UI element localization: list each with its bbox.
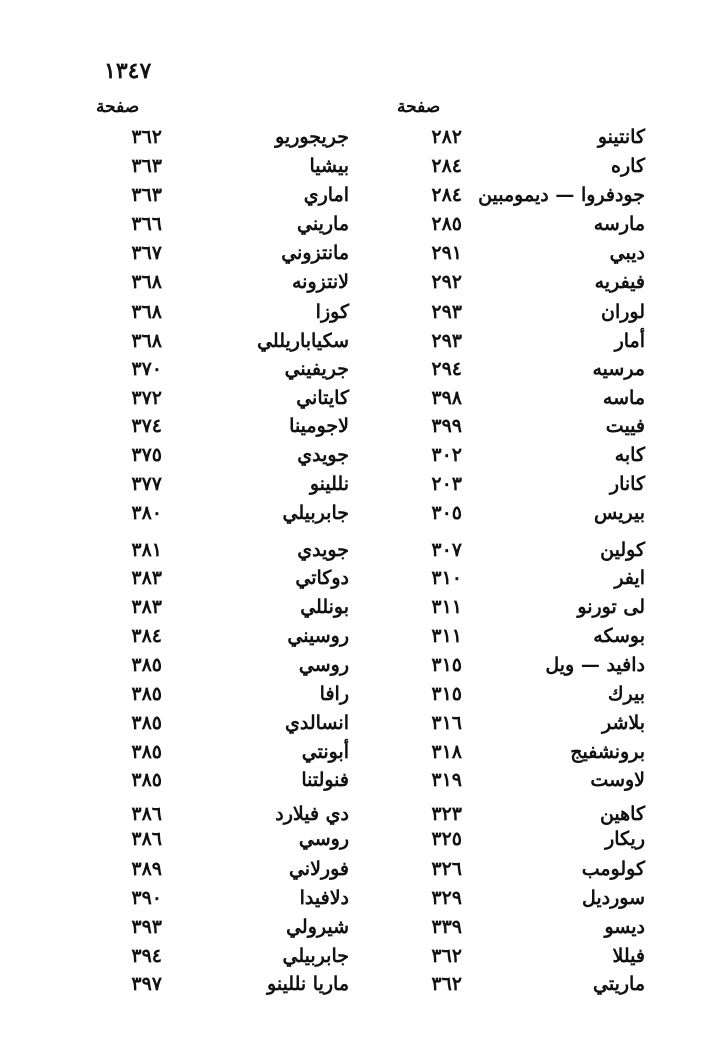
entry-name-left: ماريا نللينو bbox=[267, 973, 349, 995]
entry-page-right: ٣١١ bbox=[431, 625, 462, 647]
entry-name-right: ديبي bbox=[609, 242, 645, 264]
entry-name-right: ماسه bbox=[602, 387, 645, 409]
entry-page-left: ٣٦٨ bbox=[131, 330, 162, 352]
entry-page-left: ٣٦٦ bbox=[131, 213, 162, 235]
entry-page-right: ٣٢٣ bbox=[431, 803, 462, 825]
entry-page-right: ٣٣٩ bbox=[431, 916, 462, 938]
entry-page-right: ٣٠٢ bbox=[431, 444, 462, 466]
entry-page-right: ٣٠٧ bbox=[431, 539, 462, 561]
entry-name-left: جابربيلي bbox=[282, 502, 349, 524]
entry-name-right: مرسيه bbox=[592, 358, 645, 380]
index-row bbox=[0, 593, 719, 621]
entry-name-left: جويدي bbox=[297, 539, 349, 561]
entry-page-left: ٣٩٣ bbox=[131, 916, 162, 938]
index-row bbox=[0, 412, 719, 440]
entry-name-left: دي فيلارد bbox=[275, 803, 349, 825]
entry-name-right: لاوست bbox=[590, 769, 645, 791]
entry-page-right: ٢٩٣ bbox=[431, 330, 462, 352]
index-row bbox=[0, 913, 719, 941]
entry-name-right: بيريس bbox=[593, 502, 645, 524]
index-row bbox=[0, 152, 719, 180]
entry-page-right: ٢٨٢ bbox=[431, 126, 462, 148]
entry-page-left: ٣٨٥ bbox=[131, 683, 162, 705]
entry-name-right: ريكار bbox=[605, 828, 645, 850]
entry-name-left: كوزا bbox=[315, 301, 349, 323]
entry-name-right: كولين bbox=[600, 539, 645, 561]
index-row bbox=[0, 855, 719, 883]
entry-page-right: ٣٢٥ bbox=[431, 828, 462, 850]
index-row bbox=[0, 766, 719, 794]
index-row bbox=[0, 800, 719, 828]
entry-name-left: جابربيلي bbox=[282, 945, 349, 967]
entry-page-left: ٣٩٧ bbox=[131, 973, 162, 995]
entry-name-right: بلاشر bbox=[601, 712, 645, 734]
entry-name-left: أبونتي bbox=[301, 741, 349, 763]
entry-name-right: فيللا bbox=[612, 945, 645, 967]
index-row bbox=[0, 123, 719, 151]
entry-page-left: ٣٨٣ bbox=[131, 567, 162, 589]
entry-name-left: سكياباريللي bbox=[257, 330, 349, 352]
entry-name-right: بيرك bbox=[607, 683, 645, 705]
entry-page-left: ٣٨٦ bbox=[131, 828, 162, 850]
entry-name-right: لى تورنو bbox=[577, 596, 645, 618]
entry-name-left: دوكاتي bbox=[295, 567, 349, 589]
entry-name-right: ديسو bbox=[604, 916, 645, 938]
page-number: ١٣٤٧ bbox=[104, 58, 152, 84]
entry-name-left: لاجومينا bbox=[289, 415, 349, 437]
entry-name-left: رافا bbox=[319, 683, 349, 705]
entry-page-right: ٣٦٢ bbox=[431, 945, 462, 967]
entry-page-left: ٣٦٣ bbox=[131, 155, 162, 177]
entry-page-left: ٣٧٤ bbox=[131, 415, 162, 437]
index-row bbox=[0, 355, 719, 383]
entry-page-right: ٣٩٨ bbox=[431, 387, 462, 409]
index-row bbox=[0, 181, 719, 209]
index-row bbox=[0, 942, 719, 970]
index-row bbox=[0, 327, 719, 355]
entry-name-right: جودفروا — ديمومبين bbox=[478, 184, 645, 206]
entry-name-left: مانتزوني bbox=[281, 242, 349, 264]
entry-page-right: ٢٨٤ bbox=[431, 155, 462, 177]
entry-page-left: ٣٨٦ bbox=[131, 803, 162, 825]
entry-page-left: ٣٦٨ bbox=[131, 301, 162, 323]
entry-name-left: روسي bbox=[298, 828, 349, 850]
index-row bbox=[0, 970, 719, 998]
entry-page-left: ٣٨٥ bbox=[131, 741, 162, 763]
index-row bbox=[0, 738, 719, 766]
index-row bbox=[0, 651, 719, 679]
entry-page-left: ٣٧٠ bbox=[131, 358, 162, 380]
entry-page-right: ٣١٨ bbox=[431, 741, 462, 763]
entry-name-right: كانار bbox=[609, 473, 645, 495]
entry-page-left: ٣٧٥ bbox=[131, 444, 162, 466]
entry-page-left: ٣٨٠ bbox=[131, 502, 162, 524]
entry-page-left: ٣٨٩ bbox=[131, 858, 162, 880]
entry-name-left: روسيني bbox=[287, 625, 349, 647]
index-row bbox=[0, 441, 719, 469]
entry-page-right: ٣١٦ bbox=[431, 712, 462, 734]
index-row bbox=[0, 680, 719, 708]
entry-name-left: ماريني bbox=[297, 213, 349, 235]
entry-name-right: لوران bbox=[600, 301, 645, 323]
entry-page-right: ٣٦٢ bbox=[431, 973, 462, 995]
entry-page-left: ٣٧٢ bbox=[131, 387, 162, 409]
entry-name-right: كاهين bbox=[599, 803, 645, 825]
entry-name-left: شيرولي bbox=[286, 916, 349, 938]
entry-name-right: كابه bbox=[614, 444, 645, 466]
entry-name-left: بيشيا bbox=[309, 155, 349, 177]
entry-page-left: ٣٨٥ bbox=[131, 712, 162, 734]
entry-name-right: فيفريه bbox=[594, 271, 645, 293]
entry-name-right: ايفر bbox=[614, 567, 645, 589]
index-row bbox=[0, 210, 719, 238]
entry-name-left: اماري bbox=[303, 184, 349, 206]
entry-name-left: نللينو bbox=[309, 473, 349, 495]
column-heading-left: صفحة bbox=[96, 97, 140, 117]
entry-page-right: ٢٩٣ bbox=[431, 301, 462, 323]
column-heading-right: صفحة bbox=[397, 97, 441, 117]
entry-page-left: ٣٨١ bbox=[131, 539, 162, 561]
entry-name-left: انسالدي bbox=[285, 712, 349, 734]
entry-page-left: ٣٦٧ bbox=[131, 242, 162, 264]
entry-page-left: ٣٩٠ bbox=[131, 887, 162, 909]
index-row bbox=[0, 622, 719, 650]
entry-page-right: ٣١٥ bbox=[431, 683, 462, 705]
entry-page-left: ٣٦٢ bbox=[131, 126, 162, 148]
entry-page-right: ٣١١ bbox=[431, 596, 462, 618]
index-row bbox=[0, 499, 719, 527]
entry-name-left: فورلاني bbox=[288, 858, 349, 880]
entry-page-right: ٢٩١ bbox=[431, 242, 462, 264]
index-row bbox=[0, 239, 719, 267]
entry-name-right: ماريتي bbox=[593, 973, 645, 995]
entry-page-right: ٣١٥ bbox=[431, 654, 462, 676]
entry-name-right: سورديل bbox=[581, 887, 645, 909]
entry-page-right: ٢٨٥ bbox=[431, 213, 462, 235]
entry-name-right: كانتينو bbox=[597, 126, 645, 148]
entry-name-right: أمار bbox=[614, 330, 645, 352]
index-row bbox=[0, 268, 719, 296]
entry-name-left: بونللي bbox=[300, 596, 349, 618]
entry-page-left: ٣٧٧ bbox=[131, 473, 162, 495]
entry-name-left: جويدي bbox=[297, 444, 349, 466]
entry-page-left: ٣٨٣ bbox=[131, 596, 162, 618]
entry-name-left: لانتزونه bbox=[292, 271, 349, 293]
entry-page-left: ٣٦٨ bbox=[131, 271, 162, 293]
entry-name-left: جريجوريو bbox=[275, 126, 349, 148]
entry-name-left: جريفيني bbox=[284, 358, 349, 380]
entry-name-right: بوسكه bbox=[593, 625, 645, 647]
entry-page-right: ٣١٩ bbox=[431, 769, 462, 791]
entry-name-right: دافيد — ويل bbox=[545, 654, 645, 676]
entry-page-left: ٣٨٥ bbox=[131, 654, 162, 676]
index-row bbox=[0, 384, 719, 412]
entry-page-right: ٣٢٦ bbox=[431, 858, 462, 880]
entry-page-left: ٣٦٣ bbox=[131, 184, 162, 206]
entry-page-left: ٣٨٤ bbox=[131, 625, 162, 647]
index-row bbox=[0, 564, 719, 592]
entry-name-left: فنولتنا bbox=[301, 769, 349, 791]
entry-page-left: ٣٩٤ bbox=[131, 945, 162, 967]
index-row bbox=[0, 298, 719, 326]
entry-name-left: دلافيدا bbox=[299, 887, 349, 909]
index-row bbox=[0, 470, 719, 498]
entry-name-left: روسي bbox=[298, 654, 349, 676]
entry-name-left: كايتاني bbox=[296, 387, 349, 409]
index-row bbox=[0, 825, 719, 853]
entry-page-right: ٢٩٤ bbox=[431, 358, 462, 380]
entry-page-right: ٢٠٣ bbox=[431, 473, 462, 495]
index-row bbox=[0, 536, 719, 564]
entry-name-right: كاره bbox=[611, 155, 645, 177]
entry-name-right: فييت bbox=[605, 415, 645, 437]
entry-page-right: ٢٩٢ bbox=[431, 271, 462, 293]
entry-name-right: برونشفيج bbox=[570, 741, 645, 763]
entry-page-right: ٣٠٥ bbox=[431, 502, 462, 524]
entry-name-right: مارسه bbox=[593, 213, 645, 235]
entry-page-right: ٣٢٩ bbox=[431, 887, 462, 909]
index-row bbox=[0, 884, 719, 912]
entry-name-right: كولومب bbox=[581, 858, 645, 880]
entry-page-right: ٣١٠ bbox=[431, 567, 462, 589]
index-row bbox=[0, 709, 719, 737]
entry-page-right: ٣٩٩ bbox=[431, 415, 462, 437]
entry-page-right: ٢٨٤ bbox=[431, 184, 462, 206]
entry-page-left: ٣٨٥ bbox=[131, 769, 162, 791]
